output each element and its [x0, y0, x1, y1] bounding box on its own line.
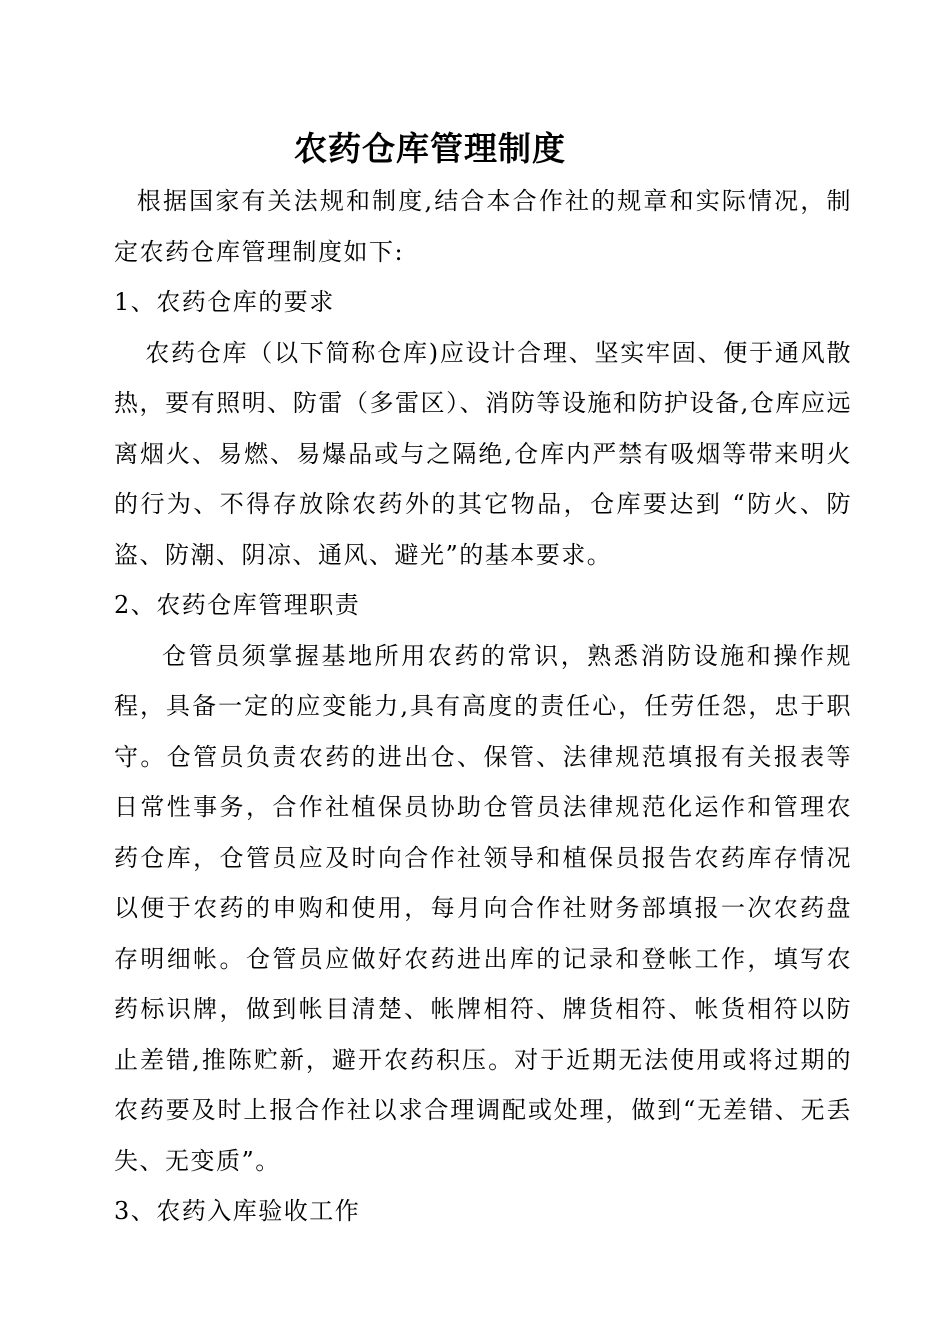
document-title: 农药仓库管理制度 — [294, 129, 566, 168]
section-heading-1: 1、农药仓库的要求 — [114, 288, 335, 316]
document-body — [114, 176, 852, 1237]
section-heading-3: 3、农药入库验收工作 — [114, 1197, 361, 1225]
intro-paragraph: 根据国家有关法规和制度,结合本合作社的规章和实际情况，制定农药仓库管理制度如下: — [114, 187, 852, 266]
section-heading-2: 2、农药仓库管理职责 — [114, 591, 361, 619]
section-paragraph-2: 仓管员须掌握基地所用农药的常识，熟悉消防设施和操作规程，具备一定的应变能力,具有高度的责任心，任劳任怨，忠于职守。仓管员负责农药的进出仓、保管、法律规范填报有关报表等日常性事务，合作社植保员协助仓管员法律规范化运作和管理农药仓库，仓管员应及时向合作社领导和植保员报告农药库存情况以便于农药的申购和使用，每月向合作社财务部填报一次农药盘存明细帐。仓管员应做好农药进出库的记录和登帐工作，填写农药标识牌，做到帐目清楚、帐牌相符、牌货相符、帐货相符以防止差错,推陈贮新，避开农药积压。对于近期无法使用或将过期的农药要及时上报合作社以求合理调配或处理，做到“无差错、无丢失、无变质”。 — [114, 641, 852, 1175]
section-paragraph-1: 农药仓库（以下简称仓库)应设计合理、坚实牢固、便于通风散热，要有照明、防雷（多雷区）、消防等设施和防护设备,仓库应远离烟火、易燃、易爆品或与之隔绝,仓库内严禁有吸烟等带来明火的行为、不得存放除农药外的其它物品，仓库要达到 “防火、防盗、防潮、阴凉、通风、避光”的基本要求。 — [114, 338, 852, 569]
